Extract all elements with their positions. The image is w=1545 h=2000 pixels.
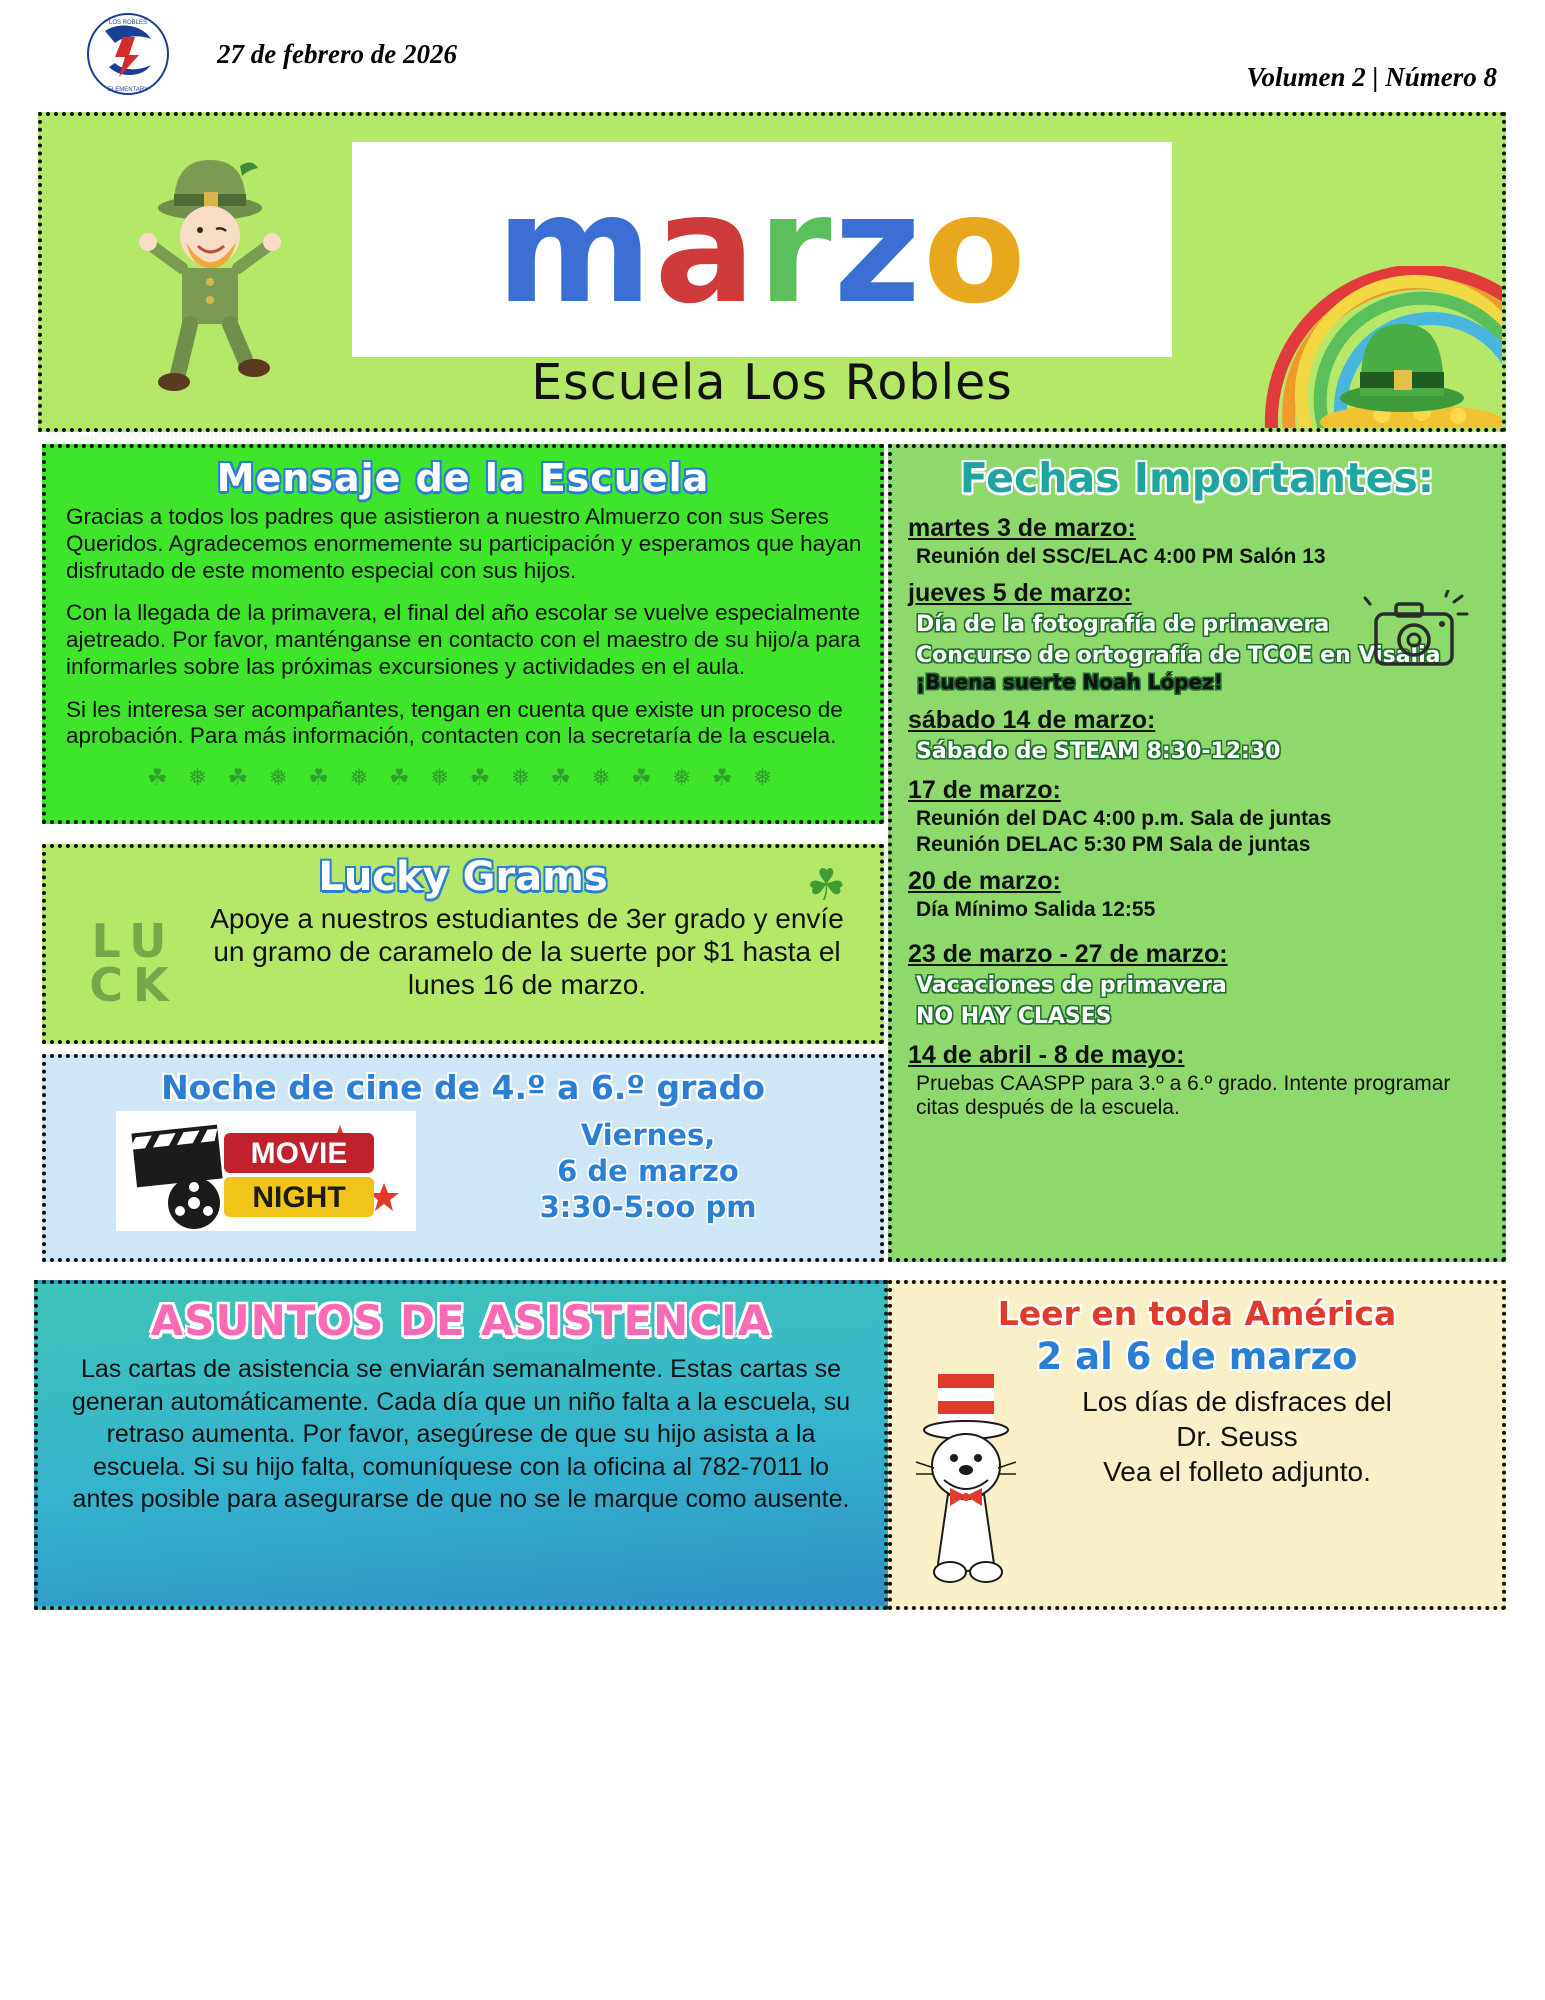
date-entry [908, 706, 1490, 766]
month-title-box [352, 142, 1172, 357]
svg-text:ELEMENTARY: ELEMENTARY [107, 87, 149, 93]
movie-night-schedule [416, 1117, 880, 1226]
date-detail: Reunión del SSC/ELAC 4:00 PM Salón 13 [916, 545, 1326, 568]
letter-m: m [496, 162, 655, 337]
leer-line: Vea el folleto adjunto. [1103, 1456, 1371, 1487]
clover-row-divider-icon: ☘ ❅ ☘ ❅ ☘ ❅ ☘ ❅ ☘ ❅ ☘ ❅ ☘ ❅ ☘ ❅ [147, 764, 779, 791]
four-leaf-clover-icon: ☘ [806, 861, 846, 910]
date-detail-note: ¡Buena suerte Noah López! [916, 669, 1223, 694]
message-paragraph: Si les interesa ser acompañantes, tengan en cuenta que existe un proceso de aprobación. Para más información, contacten con la secretaría de la escuela. [66, 696, 843, 749]
date-entry [908, 940, 1490, 1031]
attendance-body: Las cartas de asistencia se enviarán semanalmente. Estas cartas se generan automáticamente. Cada día que un niño falta a la escuela, su retraso aumenta. Por favor, asegúrese de que su hijo asista a la escuela. Si su hijo falta, comuníquese con la oficina al 782-7011 lo antes posible para asegurarse de que no se le marque como ausente. [71, 1355, 851, 1513]
school-name: Escuela Los Robles [531, 354, 1013, 411]
message-paragraph: Con la llegada de la primavera, el final del año escolar se vuelve especialmente ajetreado. Por favor, manténganse en contacto con el maestro de su hijo/a para informarles sobre las próximas excursiones y actividades en el aula. [66, 600, 861, 679]
movie-when-line: 3:30-5:oo pm [539, 1190, 757, 1225]
date-detail: Reunión del DAC 4:00 p.m. Sala de juntas [916, 807, 1332, 831]
date-heading: 20 de marzo: [908, 867, 1061, 896]
svg-text:NIGHT: NIGHT [252, 1181, 346, 1214]
volume-number: Volumen 2 | Número 8 [1246, 62, 1497, 92]
important-dates-title: Fechas Importantes: [959, 454, 1435, 502]
school-message-body [46, 500, 880, 750]
newsletter-header [0, 0, 1545, 108]
cat-in-the-hat-illustration-icon [914, 1370, 1034, 1600]
letter-o: o [922, 162, 1028, 337]
read-across-america-title: Leer en toda América [997, 1294, 1397, 1333]
attendance-title: ASUNTOS DE ASISTENCIA [150, 1296, 772, 1345]
date-detail: Sábado de STEAM 8:30-12:30 [916, 739, 1281, 765]
date-detail: Pruebas CAASPP para 3.º a 6.º grado. Intente programar citas después de la escuela. [916, 1071, 1451, 1119]
movie-night-title: Noche de cine de 4.º a 6.º grado [161, 1068, 765, 1107]
school-message-title: Mensaje de la Escuela [216, 456, 710, 500]
date-heading: 14 de abril - 8 de mayo: [908, 1040, 1185, 1069]
date-entry [908, 1041, 1490, 1120]
message-paragraph: Gracias a todos los padres que asistieron a nuestro Almuerzo con sus Seres Queridos. Agradecemos enormemente su participación y esperamos que hayan disfrutado de este momento especial con sus hijos. [66, 504, 862, 583]
lucky-grams-body: Apoye a nuestros estudiantes de 3er grado y envíe un gramo de caramelo de la suerte por $1 hasta el lunes 16 de marzo. [210, 903, 844, 1001]
date-detail: NO HAY CLASES [916, 1004, 1112, 1030]
svg-text:LOS ROBLES: LOS ROBLES [108, 20, 148, 26]
movie-when-line: Viernes, [580, 1117, 716, 1152]
date-heading: martes 3 de marzo: [908, 514, 1136, 542]
letter-z: z [833, 162, 923, 337]
date-heading: 23 de marzo - 27 de marzo: [908, 940, 1228, 969]
date-detail: Reunión DELAC 5:30 PM Sala de juntas [916, 833, 1311, 857]
date-heading: 17 de marzo: [908, 776, 1061, 805]
letter-r: r [757, 162, 834, 337]
lucky-grams-title: Lucky Grams [318, 854, 608, 900]
date-entry [908, 776, 1490, 857]
school-message-panel [42, 444, 884, 824]
leer-line: Dr. Seuss [1176, 1421, 1298, 1452]
date-entry [908, 867, 1490, 922]
date-detail: Día de la fotografía de primavera [916, 612, 1330, 637]
movie-when-line: 6 de marzo [557, 1153, 739, 1188]
month-title [496, 162, 1028, 337]
camera-icon [1362, 590, 1472, 675]
leer-line: Los días de disfraces del [1082, 1386, 1392, 1417]
issue-date: 27 de febrero de 2026 [217, 38, 457, 69]
svg-text:MOVIE: MOVIE [250, 1137, 348, 1170]
attendance-panel [34, 1280, 888, 1610]
important-dates-panel [888, 444, 1506, 1262]
banner [38, 112, 1506, 432]
movie-night-panel [42, 1054, 884, 1262]
luck-letters-graphic: LU CK [89, 914, 179, 1012]
letter-a: a [654, 162, 758, 337]
lucky-grams-panel [42, 844, 884, 1044]
read-across-america-dates: 2 al 6 de marzo [1036, 1335, 1358, 1378]
school-mascot-logo-icon [85, 11, 171, 97]
read-across-america-panel [888, 1280, 1506, 1610]
date-entry [908, 514, 1490, 569]
date-heading: sábado 14 de marzo: [908, 706, 1156, 735]
date-heading: jueves 5 de marzo: [908, 579, 1132, 607]
date-detail: Día Mínimo Salida 12:55 [916, 898, 1156, 922]
date-detail: Vacaciones de primavera [916, 973, 1227, 999]
date-detail-text: Concurso de ortografía de TCOE en Visalia [916, 642, 1441, 668]
movie-night-logo-icon [116, 1111, 416, 1231]
